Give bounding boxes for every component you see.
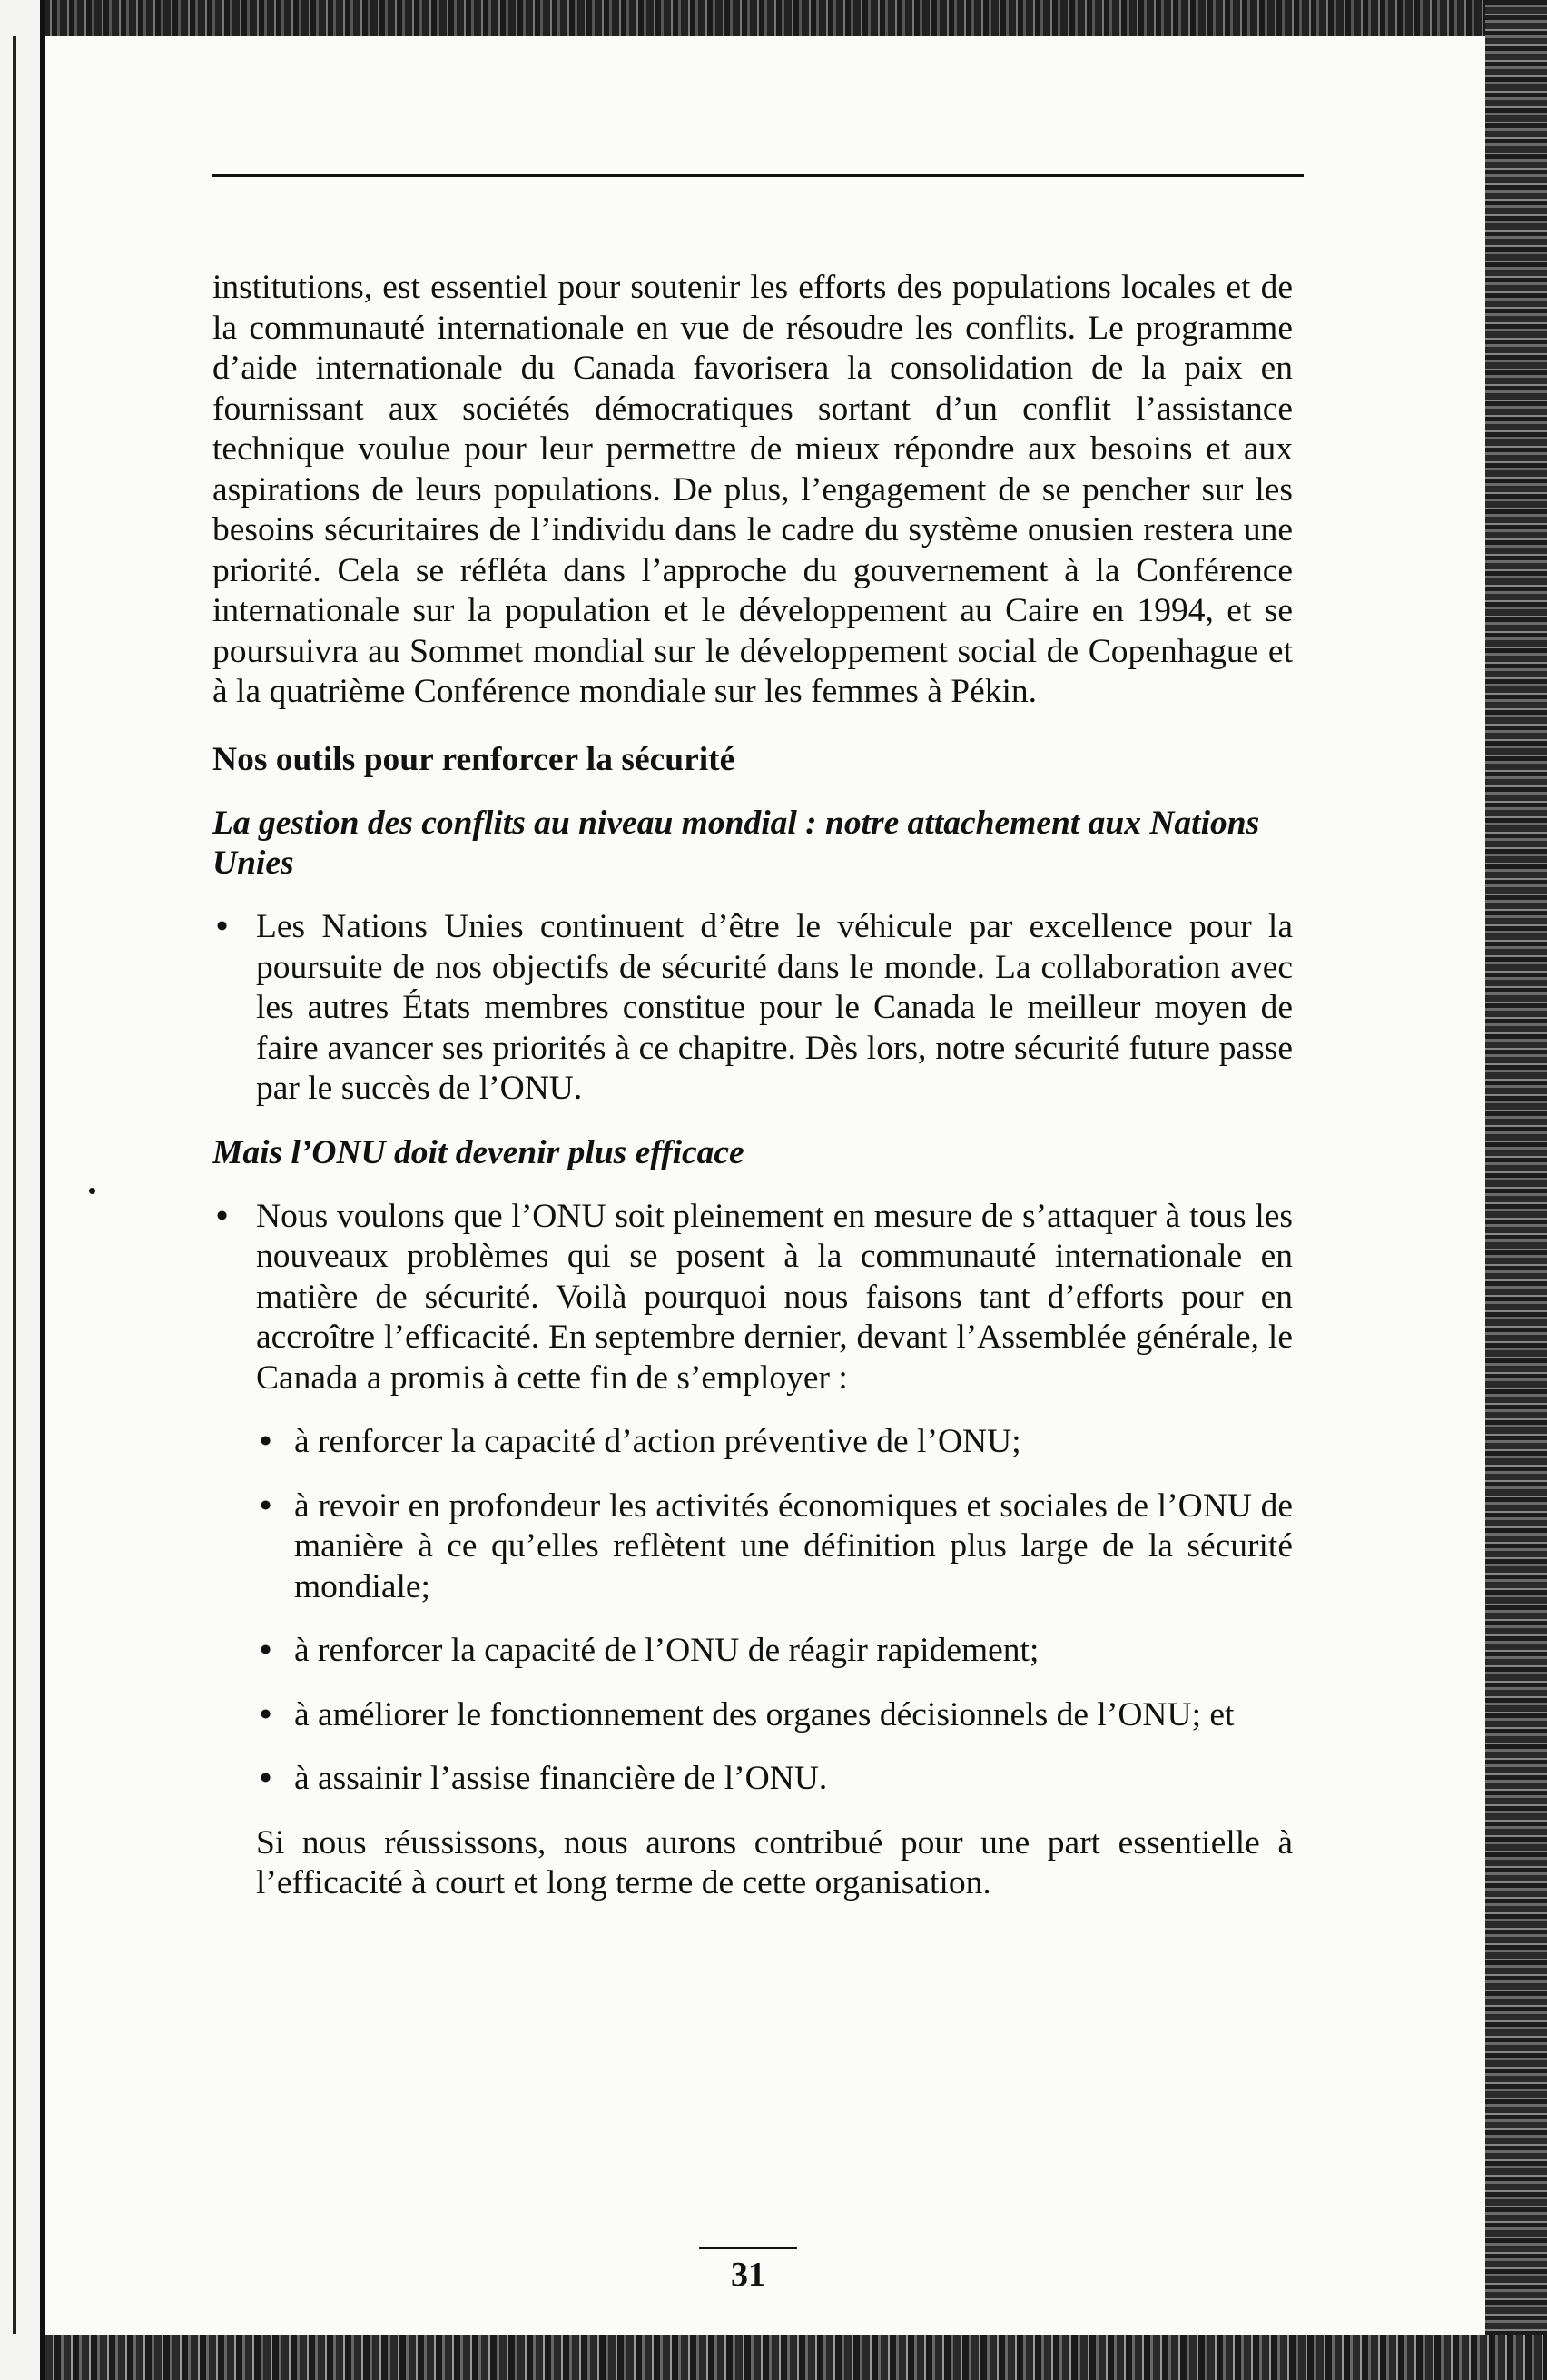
bullet-icon: • — [260, 1632, 272, 1669]
bullet-icon: • — [260, 1760, 272, 1797]
section-heading: Nos outils pour renforcer la sécurité — [212, 740, 735, 778]
bullet-item — [212, 1197, 1293, 1399]
bullet-text: Les Nations Unies continuent d’être le véhicule par excellence pour la poursuite de nos objectifs de sécurité dans le monde. La collaboration avec les autres États membres constitue pour le Canada le meilleur moyen de faire avancer ses priorités à ce chapitre. Dès lors, notre sécurité future passe par le succès de l’ONU. — [256, 908, 1293, 1107]
sub-bullet-item — [256, 1631, 1293, 1672]
sub-bullet-list — [256, 1422, 1293, 1800]
sub-bullet-item — [256, 1486, 1293, 1608]
sub-bullet-text: à renforcer la capacité d’action préventive de l’ONU; — [294, 1423, 1021, 1460]
scan-border-bottom — [0, 2335, 1547, 2380]
sub-bullet-text: à assainir l’assise financière de l’ONU. — [294, 1760, 828, 1797]
scan-border-left — [0, 0, 45, 2380]
bullet-icon: • — [260, 1695, 272, 1733]
bullet-item — [212, 907, 1293, 1110]
sub-bullet-text: à améliorer le fonctionnement des organes décisionnels de l’ONU; et — [294, 1695, 1235, 1733]
footer-rule — [699, 2247, 797, 2249]
subheading-un-efficiency: Mais l’ONU doit devenir plus efficace — [212, 1133, 744, 1171]
scan-border-right — [1485, 0, 1547, 2380]
header-rule — [212, 174, 1304, 177]
bullet-icon: • — [216, 1197, 229, 1235]
intro-paragraph: institutions, est essentiel pour soutenir les efforts des populations locales et de la communauté internationale en vue de résoudre les conflits. Le programme d’aide internationale du Canada favorisera la consolidation de la paix en fournissant aux sociétés démocratiques sortant d’un conflit l’assistance technique voulue pour leur permettre de mieux répondre aux besoins et aux aspirations de leurs populations. De plus, l’engagement de se pencher sur les besoins sécuritaires de l’individu dans le cadre du système onusien restera une priorité. Cela se réfléta dans l’approche du gouvernement à la Conférence internationale sur la population et le développement au Caire en 1994, et se poursuivra au Sommet mondial sur le développement social de Copenhague et à la quatrième Conférence mondiale sur les femmes à Pékin. — [212, 269, 1293, 710]
bullet-text: Nous voulons que l’ONU soit pleinement en mesure de s’attaquer à tous les nouveaux problèmes qui se posent à la communauté internationale en matière de sécurité. Voilà pourquoi nous faisons tant d’efforts pour en accroître l’efficacité. En septembre dernier, devant l’Assemblée générale, le Canada a promis à cette fin de s’employer : — [256, 1197, 1293, 1397]
document-page — [45, 36, 1485, 2335]
closing-block — [256, 1823, 1293, 1904]
bullet-icon: • — [216, 908, 229, 945]
sub-bullet-item — [256, 1422, 1293, 1463]
sub-bullet-text: à revoir en profondeur les activités économiques et sociales de l’ONU de manière à ce qu’elles reflètent une définition plus large de la sécurité mondiale; — [294, 1486, 1293, 1605]
scan-border-top — [0, 0, 1547, 36]
bullet-icon: • — [260, 1423, 272, 1460]
closing-paragraph: Si nous réussissons, nous aurons contribué pour une part essentielle à l’efficacité à court et long terme de cette organisation. — [256, 1823, 1293, 1901]
subheading-un-commitment: La gestion des conflits au niveau mondial : notre attachement aux Nations Unies — [212, 805, 1260, 882]
page-content — [212, 268, 1293, 1904]
page-number: 31 — [731, 2256, 765, 2294]
sub-bullet-item — [256, 1695, 1293, 1736]
sub-bullet-item — [256, 1759, 1293, 1800]
sub-bullet-text: à renforcer la capacité de l’ONU de réagir rapidement; — [294, 1632, 1040, 1669]
bullet-icon: • — [260, 1486, 272, 1525]
scan-speck — [89, 1188, 95, 1194]
